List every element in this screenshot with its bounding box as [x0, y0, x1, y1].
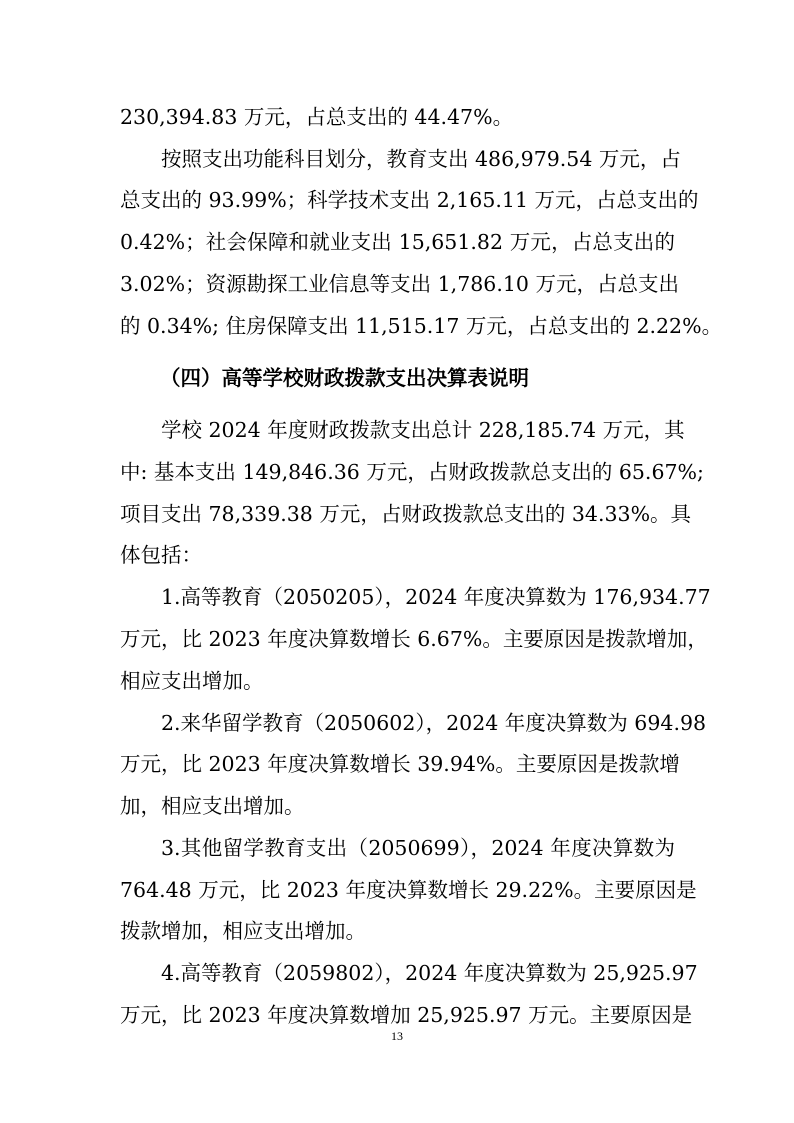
paragraph-line: 项目支出 78,339.38 万元，占财政拨款总支出的 34.33%。具: [120, 502, 692, 526]
paragraph-line: 2.来华留学教育（2050602），2024 年度决算数为 694.98: [161, 711, 707, 735]
paragraph-line: 加，相应支出增加。: [120, 794, 305, 818]
paragraph-line: 4.高等教育（2059802），2024 年度决算数为 25,925.97: [161, 961, 698, 985]
paragraph-line: 学校 2024 年度财政拨款支出总计 228,185.74 万元，其: [161, 418, 685, 442]
paragraph-line: 230,394.83 万元，占总支出的 44.47%。: [120, 105, 514, 129]
paragraph-line: 体包括：: [120, 543, 202, 567]
paragraph-line: 的 0.34%; 住房保障支出 11,515.17 万元，占总支出的 2.22%。: [120, 314, 723, 338]
paragraph-line: 万元，比 2023 年度决算数增长 39.94%。主要原因是拨款增: [120, 752, 680, 776]
paragraph-line: 总支出的 93.99%；科学技术支出 2,165.11 万元，占总支出的: [120, 188, 699, 212]
paragraph-line: 相应支出增加。: [120, 669, 264, 693]
paragraph-line: 3.02%；资源勘探工业信息等支出 1,786.10 万元，占总支出: [120, 272, 679, 296]
page-number: 13: [391, 1029, 403, 1043]
paragraph-line: 3.其他留学教育支出（2050699），2024 年度决算数为: [161, 836, 675, 860]
paragraph-line: 万元，比 2023 年度决算数增长 6.67%。主要原因是拨款增加，: [120, 627, 708, 651]
paragraph-line: 1.高等教育（2050205），2024 年度决算数为 176,934.77: [161, 585, 711, 609]
paragraph-line: 拨款增加，相应支出增加。: [120, 919, 366, 943]
paragraph-line: 按照支出功能科目划分，教育支出 486,979.54 万元，占: [161, 147, 681, 171]
paragraph-line: 764.48 万元，比 2023 年度决算数增长 29.22%。主要原因是: [120, 878, 697, 902]
paragraph-line: 中: 基本支出 149,846.36 万元，占财政拨款总支出的 65.67%;: [120, 460, 704, 484]
paragraph-line: 万元，比 2023 年度决算数增加 25,925.97 万元。主要原因是: [120, 1003, 693, 1027]
paragraph-line: 0.42%；社会保障和就业支出 15,651.82 万元，占总支出的: [120, 230, 675, 254]
section-heading: （四）高等学校财政拨款支出决算表说明: [160, 366, 529, 390]
